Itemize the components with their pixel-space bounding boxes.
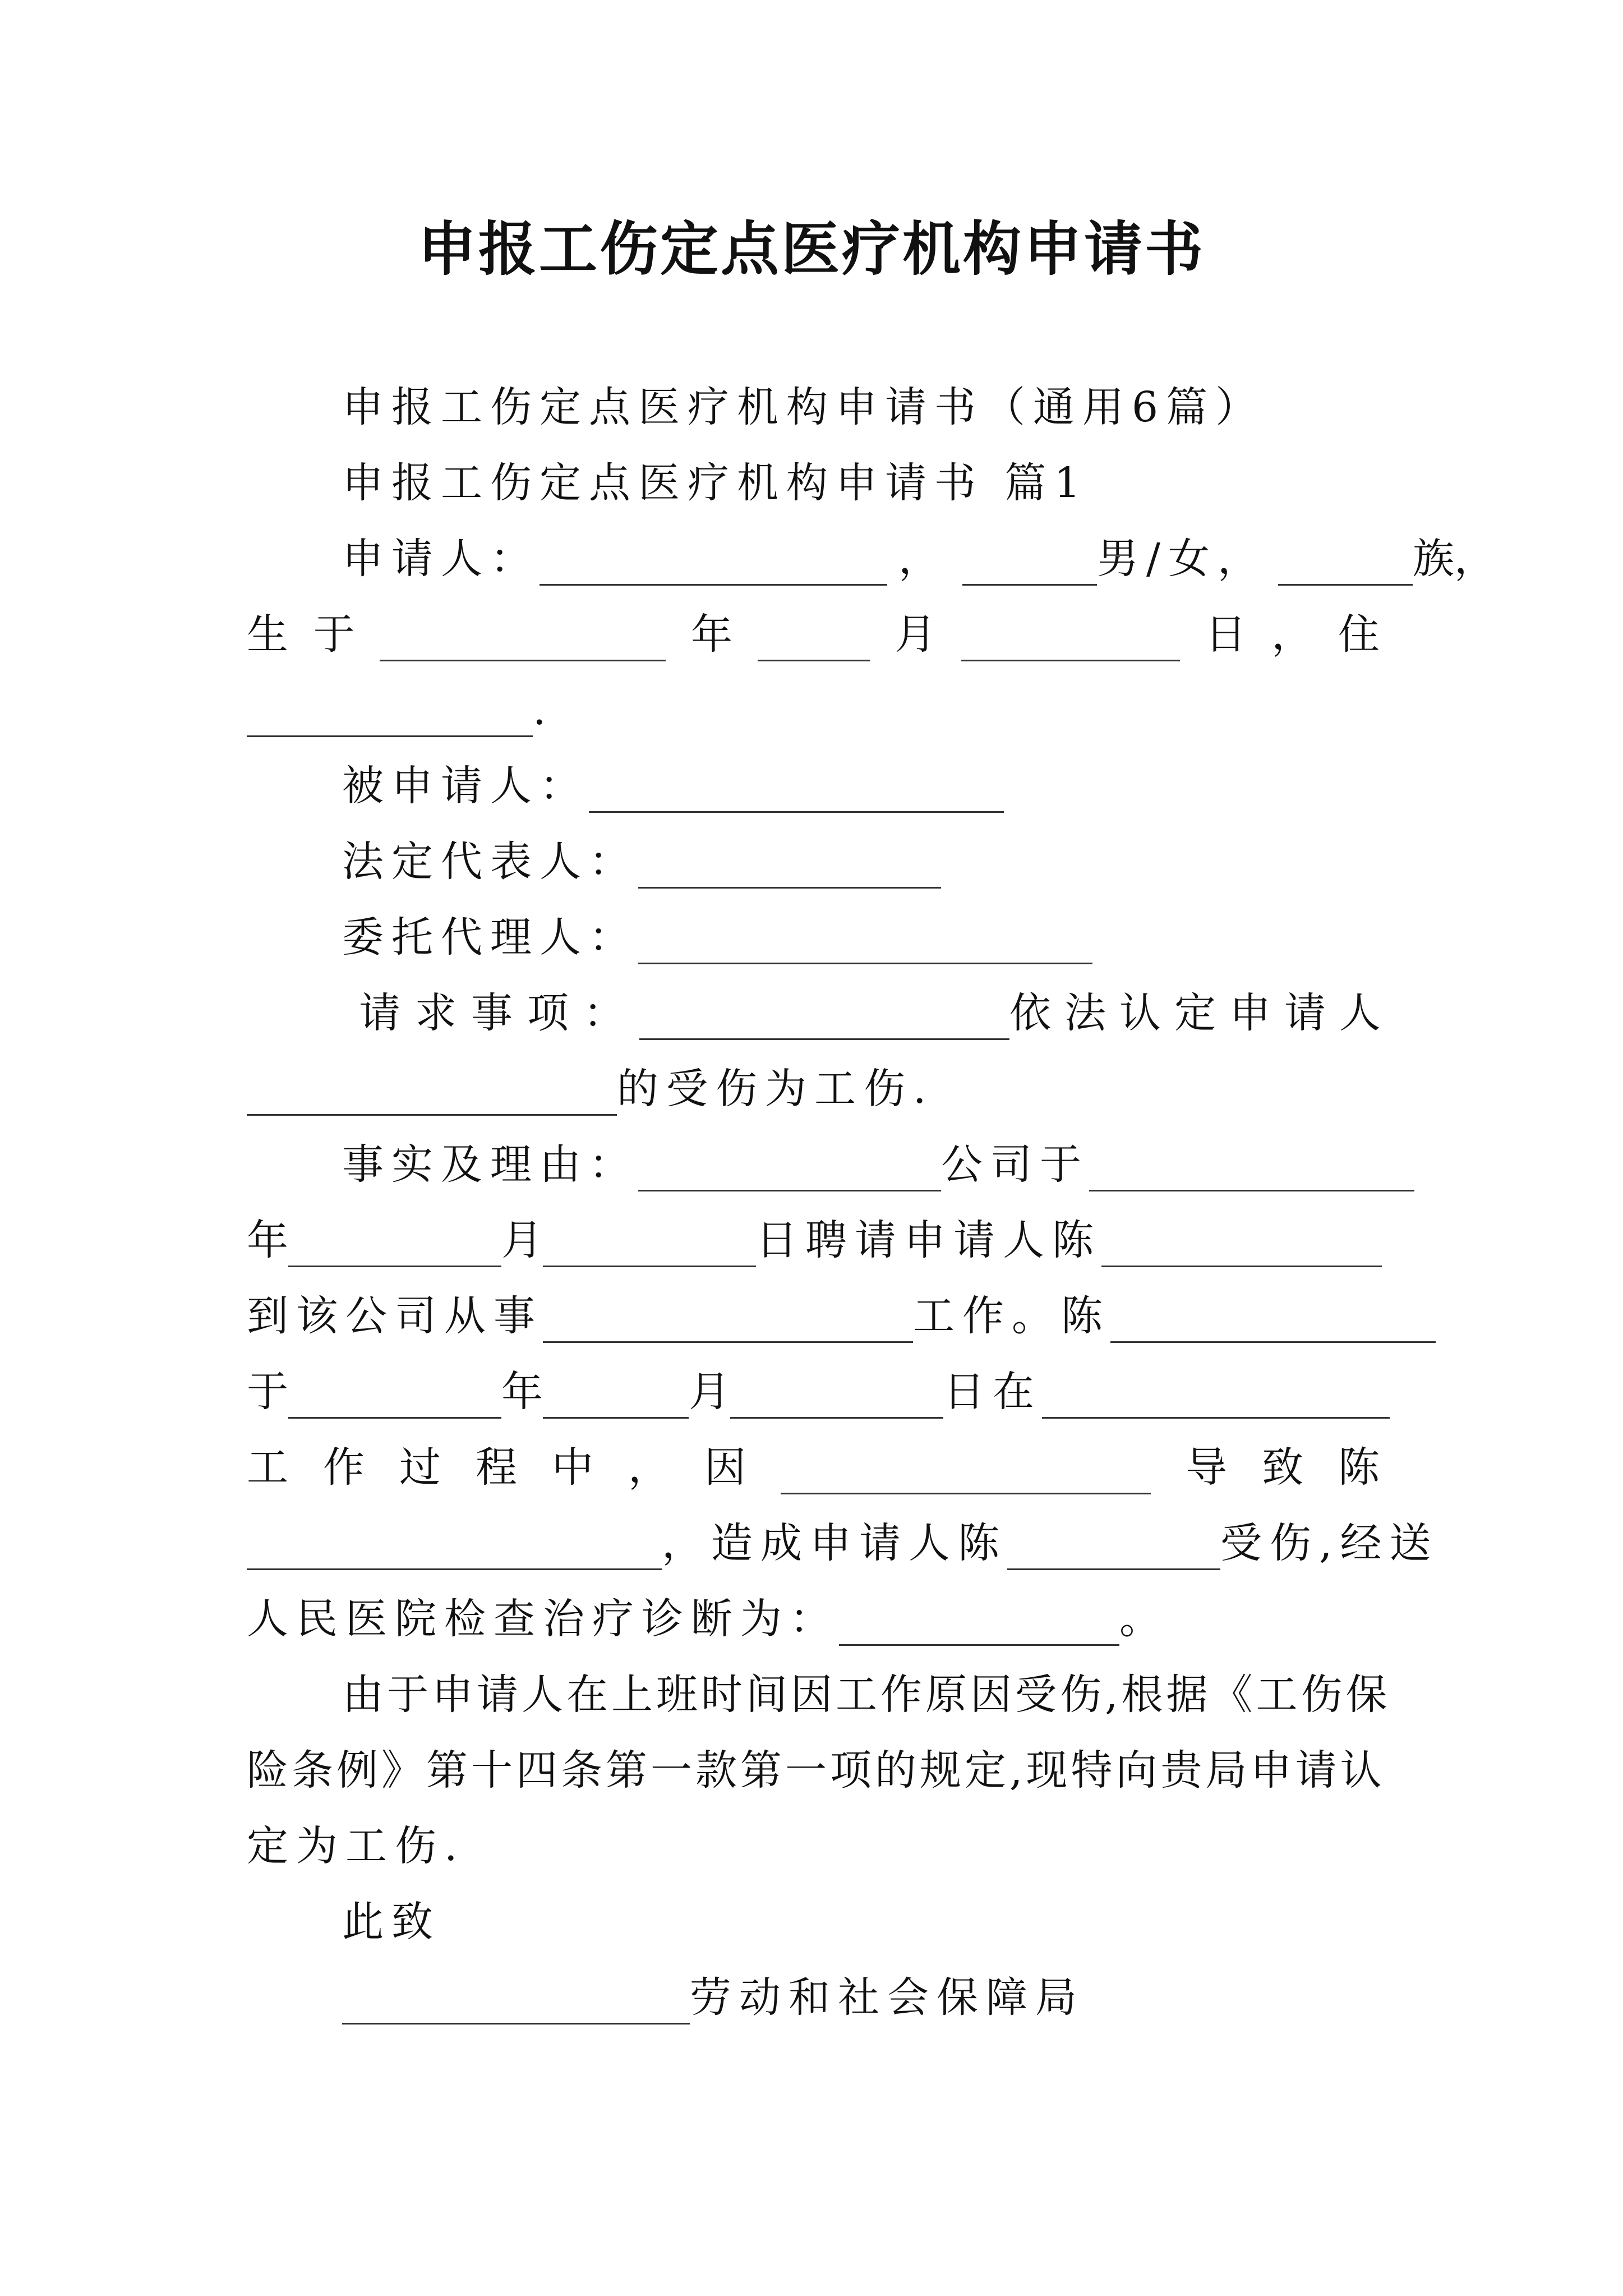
birth-comma: ， — [1271, 610, 1313, 659]
diagnosis-text: 人民医院检查治疗诊断为： — [247, 1595, 839, 1643]
residence-blank[interactable] — [247, 691, 533, 737]
birth-day-blank[interactable] — [961, 615, 1180, 661]
agent-blank[interactable] — [638, 918, 1092, 964]
facts-line-7 — [247, 1593, 1380, 1660]
facts-line-4 — [247, 1366, 1380, 1433]
day-at: 日在 — [943, 1368, 1042, 1416]
company-at: 公司于 — [941, 1140, 1089, 1189]
request-tail: 的受伤为工伤. — [617, 1065, 934, 1113]
residence-period: . — [533, 686, 546, 734]
process-char-4: 程 — [476, 1443, 517, 1492]
process-char-3: 过 — [399, 1443, 441, 1492]
section-heading: 申报工伤定点医疗机构申请书 篇1 — [342, 459, 1089, 507]
applicant-name-blank[interactable] — [540, 539, 887, 586]
job-blank[interactable] — [543, 1296, 913, 1343]
legal-rep-line — [247, 836, 1380, 903]
recipient-text: 劳动和社会保障局 — [690, 1973, 1085, 2022]
agent-label: 委托代理人： — [342, 913, 638, 961]
residence-label: 住 — [1338, 610, 1380, 659]
birth-month-label: 月 — [895, 610, 937, 659]
request-line — [247, 987, 1394, 1055]
applicant-comma: ， — [898, 535, 940, 583]
cause-blank[interactable] — [781, 1448, 1151, 1494]
process-char-6: ， — [628, 1443, 670, 1492]
hire-month-blank[interactable] — [288, 1221, 501, 1267]
facts-line-3 — [247, 1290, 1380, 1358]
diagnosis-blank[interactable] — [839, 1599, 1119, 1646]
company-blank[interactable] — [638, 1145, 941, 1191]
respondent-label: 被申请人： — [342, 762, 589, 810]
process-char-5: 中 — [552, 1443, 593, 1492]
consequence-blank[interactable] — [247, 1524, 662, 1570]
injured-text: 受伤,经送 — [1220, 1519, 1439, 1567]
conclusion-line-3 — [247, 1820, 1380, 1888]
birth-year-blank[interactable] — [380, 615, 666, 661]
birth-line — [247, 609, 1380, 676]
work-chen: 工作。陈 — [913, 1292, 1110, 1340]
hire-month-label: 月 — [501, 1216, 543, 1264]
request-blank[interactable] — [639, 993, 1009, 1040]
birth-month-blank[interactable] — [758, 615, 870, 661]
facts-label: 事实及理由： — [342, 1140, 638, 1189]
request-text: 依法认定申请人 — [1009, 989, 1394, 1037]
cause-char-3: 陈 — [1338, 1443, 1380, 1492]
recipient-line — [247, 1972, 1380, 2039]
legal-rep-label: 法定代表人： — [342, 838, 638, 886]
chen-name-blank[interactable] — [1101, 1221, 1382, 1267]
request-tail-line — [247, 1063, 1380, 1130]
facts-line-6 — [247, 1517, 1439, 1585]
conclusion-line-1 — [247, 1669, 1391, 1736]
applicant-line — [247, 533, 1496, 600]
conclusion-text-2: 险条例》第十四条第一款第一项的规定,现特向贵局申请认 — [247, 1746, 1385, 1795]
process-char-7: 因 — [704, 1443, 746, 1492]
ethnicity-blank[interactable] — [1278, 539, 1413, 586]
cause-char-2: 致 — [1262, 1443, 1303, 1492]
to-company: 到该公司从事 — [247, 1292, 543, 1340]
closing-text: 此致 — [342, 1898, 441, 1946]
gender-blank[interactable] — [962, 539, 1097, 586]
caused-text: ，造成申请人陈 — [662, 1519, 1007, 1567]
recipient-city-blank[interactable] — [342, 1978, 690, 2024]
process-char-1: 工 — [247, 1443, 288, 1492]
subtitle: 申报工伤定点医疗机构申请书（通用6篇） — [342, 383, 1265, 431]
location-blank[interactable] — [1042, 1372, 1390, 1419]
request-label: 请求事项： — [359, 989, 639, 1037]
facts-line-5 — [247, 1442, 1380, 1509]
cause-char-1: 导 — [1186, 1443, 1227, 1492]
hire-text: 日聘请申请人陈 — [756, 1216, 1101, 1264]
residence-line — [247, 684, 1380, 752]
facts-line-2 — [247, 1214, 1380, 1282]
conclusion-line-2 — [247, 1745, 1385, 1812]
respondent-blank[interactable] — [589, 766, 1004, 813]
born-char-2: 于 — [313, 610, 355, 659]
injury-day-blank[interactable] — [730, 1372, 943, 1419]
chen-name-blank-3[interactable] — [1007, 1524, 1220, 1570]
conclusion-text-3: 定为工伤. — [247, 1822, 465, 1870]
yu-label: 于 — [247, 1368, 288, 1416]
conclusion-text-1: 由于申请人在上班时间因工作原因受伤,根据《工伤保 — [342, 1671, 1391, 1719]
injured-person-blank[interactable] — [247, 1069, 617, 1116]
hire-day-blank[interactable] — [543, 1221, 756, 1267]
hire-year-blank[interactable] — [1089, 1145, 1414, 1191]
ethnicity-label: 族， — [1412, 535, 1496, 583]
section-heading-line — [247, 457, 1380, 524]
applicant-label: 申请人： — [342, 535, 540, 583]
respondent-line — [247, 760, 1380, 827]
agent-line — [247, 912, 1380, 979]
process-char-2: 作 — [323, 1443, 365, 1492]
birth-year-label: 年 — [690, 610, 732, 659]
injury-year-label: 年 — [501, 1368, 543, 1416]
legal-rep-blank[interactable] — [638, 842, 941, 889]
chen-name-blank-2[interactable] — [1110, 1296, 1436, 1343]
document-title: 申报工伤定点医疗机构申请书 — [417, 214, 1205, 283]
diagnosis-stop: 。 — [1119, 1595, 1161, 1643]
hire-year-label: 年 — [247, 1216, 288, 1264]
gender-label: 男/女， — [1097, 535, 1267, 583]
closing-line — [247, 1896, 1380, 1963]
birth-day-label: 日 — [1205, 610, 1247, 659]
injury-month-label: 月 — [689, 1368, 730, 1416]
injury-year-blank[interactable] — [288, 1372, 501, 1419]
subtitle-line — [247, 381, 1380, 449]
facts-line-1 — [247, 1139, 1380, 1206]
injury-month-blank[interactable] — [543, 1372, 689, 1419]
born-char-1: 生 — [247, 610, 288, 659]
